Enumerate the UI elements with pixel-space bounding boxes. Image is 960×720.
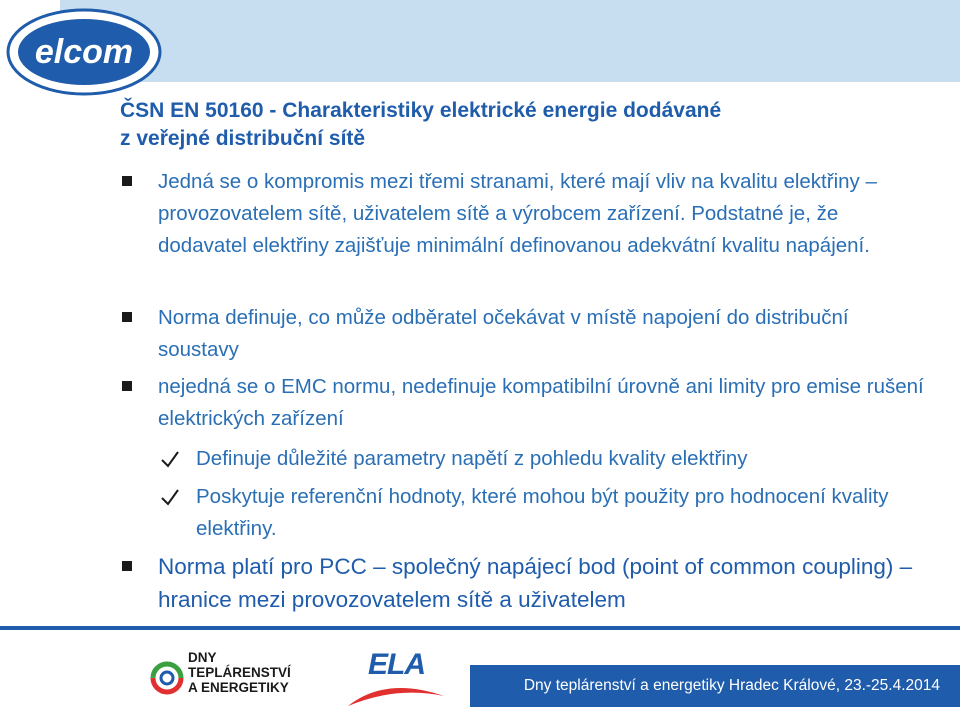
bullet-item — [122, 550, 942, 616]
title-line-2: z veřejné distribuční sítě — [120, 127, 366, 150]
elcom-logo-text: elcom — [34, 33, 134, 71]
footer-divider — [0, 626, 960, 630]
ela-logo-text: ELA — [368, 648, 425, 681]
check-item — [160, 481, 930, 545]
bullet-text: nejedná se o EMC normu, nedefinuje kompatibilní úrovně ani limity pro emise rušení elektrických zařízení — [158, 375, 924, 430]
dny-teplarenstvi-logo — [150, 648, 300, 710]
dny-logo-line-1: DNY — [188, 650, 217, 665]
check-item — [160, 443, 930, 475]
dny-logo-line-2: TEPLÁRENSTVÍ — [188, 665, 291, 680]
square-bullet-icon — [122, 561, 132, 571]
bullet-item — [122, 302, 932, 366]
bullet-text: Jedná se o kompromis mezi třemi stranami, které mají vliv na kvalitu elektřiny – provozovatelem sítě, uživatelem sítě a výrobcem zařízení. Podstatné je, že dodavatel elektřiny zajišťuje minimální definovanou adekvátní kvalitu napájení. — [158, 170, 877, 257]
checkmark-icon — [160, 449, 180, 469]
footer-event-bar — [470, 665, 960, 707]
footer-event-text: Dny teplárenství a energetiky Hradec Králové, 23.-25.4.2014 — [523, 677, 940, 694]
check-text: Poskytuje referenční hodnoty, které mohou být použity pro hodnocení kvality elektřiny. — [196, 485, 889, 540]
title-line-1: ČSN EN 50160 - Charakteristiky elektrické energie dodávané — [120, 99, 722, 122]
check-text: Definuje důležité parametry napětí z pohledu kvality elektřiny — [196, 447, 748, 470]
square-bullet-icon — [122, 312, 132, 322]
ela-logo — [346, 646, 446, 710]
bullet-item — [122, 371, 932, 435]
bullet-text: Norma definuje, co může odběratel očekávat v místě napojení do distribuční soustavy — [158, 306, 849, 361]
heating-ring-icon — [150, 652, 184, 704]
checkmark-icon — [160, 487, 180, 507]
square-bullet-icon — [122, 176, 132, 186]
square-bullet-icon — [122, 381, 132, 391]
bullet-text: Norma platí pro PCC – společný napájecí bod (point of common coupling) – hranice mezi provozovatelem sítě a uživatelem — [158, 554, 913, 612]
bullet-item — [122, 166, 902, 262]
dny-logo-line-3: A ENERGETIKY — [188, 680, 289, 695]
